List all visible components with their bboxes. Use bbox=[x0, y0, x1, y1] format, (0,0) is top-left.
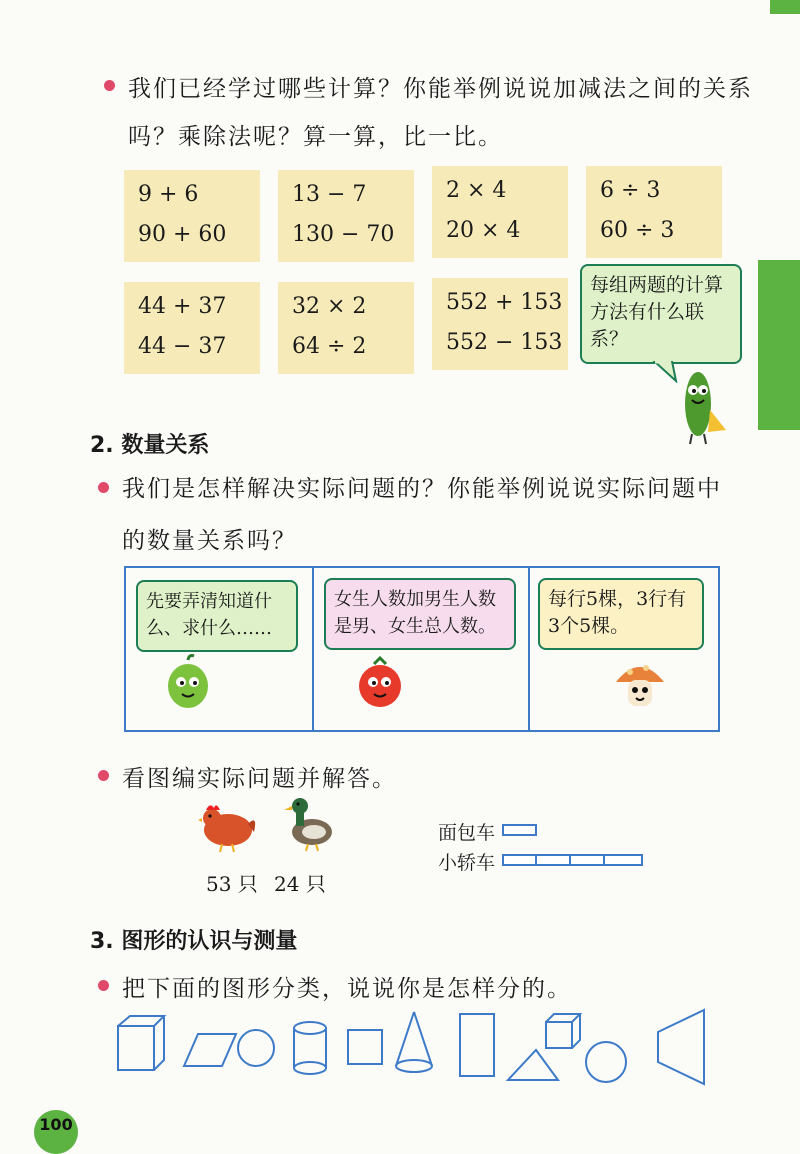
cube-icon bbox=[118, 1016, 164, 1070]
car-bar-segment bbox=[535, 854, 571, 866]
calc-card bbox=[124, 170, 260, 262]
bullet-icon bbox=[98, 980, 109, 991]
van-label: 面包车 bbox=[438, 822, 496, 844]
section2-prompt3-text: 看图编实际问题并解答。 bbox=[122, 766, 397, 792]
calc-card bbox=[586, 166, 722, 258]
car-bar-segment bbox=[569, 854, 605, 866]
section3-prompt-text: 把下面的图形分类，说说你是怎样分的。 bbox=[122, 976, 572, 1002]
shapes-row bbox=[110, 1004, 720, 1088]
mushroom-mascot-icon bbox=[612, 656, 668, 714]
calc-line: 20 × 4 bbox=[446, 218, 521, 243]
page-number: 100 bbox=[34, 1110, 78, 1154]
calc-line: 552 + 153 bbox=[446, 290, 563, 315]
trapezoid-icon bbox=[658, 1010, 704, 1084]
panel-divider bbox=[312, 566, 314, 732]
section1-prompt-line2: 吗？乘除法呢？算一算，比一比。 bbox=[128, 124, 503, 150]
page-edge-strip bbox=[758, 260, 800, 430]
parallelogram-icon bbox=[184, 1034, 236, 1066]
bullet-icon bbox=[104, 80, 115, 91]
hen-icon bbox=[198, 800, 260, 852]
bullet-icon bbox=[98, 770, 109, 781]
pepper-mascot-icon bbox=[160, 654, 216, 712]
car-bar-segment bbox=[502, 854, 537, 866]
sphere-icon bbox=[586, 1042, 626, 1082]
calc-line: 130 − 70 bbox=[292, 222, 395, 247]
calc-line: 44 − 37 bbox=[138, 334, 227, 359]
calc-line: 552 − 153 bbox=[446, 330, 563, 355]
car-bar-segment bbox=[603, 854, 643, 866]
duck-count: 24 只 bbox=[274, 872, 326, 896]
page-edge-strip-top bbox=[770, 0, 800, 14]
section2-prompt-line1: 我们是怎样解决实际问题的？你能举例说说实际问题中 bbox=[122, 476, 722, 502]
calc-card bbox=[432, 278, 568, 370]
calc-line: 13 − 7 bbox=[292, 182, 367, 207]
calc-line: 9 + 6 bbox=[138, 182, 199, 207]
triangle-icon bbox=[508, 1050, 558, 1080]
hen-count: 53 只 bbox=[206, 872, 258, 896]
calc-line: 44 + 37 bbox=[138, 294, 227, 319]
calc-card bbox=[432, 166, 568, 258]
calc-line: 60 ÷ 3 bbox=[600, 218, 675, 243]
hint-bubble: 每组两题的计算方法有什么联系？ bbox=[580, 264, 742, 364]
section2-heading: 2. 数量关系 bbox=[90, 433, 210, 458]
cucumber-mascot-icon bbox=[672, 366, 732, 446]
van-bar bbox=[502, 824, 537, 836]
calc-card bbox=[124, 282, 260, 374]
calc-card bbox=[278, 170, 414, 262]
cone-icon bbox=[396, 1012, 432, 1072]
cylinder-icon bbox=[294, 1022, 326, 1074]
calc-line: 90 + 60 bbox=[138, 222, 227, 247]
calc-line: 2 × 4 bbox=[446, 178, 507, 203]
bullet-icon bbox=[98, 482, 109, 493]
square-icon bbox=[348, 1030, 382, 1064]
calc-line: 64 ÷ 2 bbox=[292, 334, 367, 359]
example-bubble: 每行5棵，3行有3个5棵。 bbox=[538, 578, 704, 650]
section3-heading: 3. 图形的认识与测量 bbox=[90, 929, 298, 954]
example-bubble: 女生人数加男生人数是男、女生总人数。 bbox=[324, 578, 516, 650]
duck-icon bbox=[282, 796, 340, 852]
section1-prompt-line1: 我们已经学过哪些计算？你能举例说说加减法之间的关系 bbox=[128, 76, 753, 102]
calc-card bbox=[278, 282, 414, 374]
rectangle-icon bbox=[460, 1014, 494, 1076]
circle-icon bbox=[238, 1030, 274, 1066]
panel-divider bbox=[528, 566, 530, 732]
example-bubble: 先要弄清知道什么、求什么…… bbox=[136, 580, 298, 652]
section2-prompt-line2: 的数量关系吗？ bbox=[122, 528, 297, 554]
calc-line: 6 ÷ 3 bbox=[600, 178, 661, 203]
small-cube-icon bbox=[546, 1014, 580, 1048]
tomato-mascot-icon bbox=[352, 654, 408, 712]
calc-line: 32 × 2 bbox=[292, 294, 367, 319]
car-label: 小轿车 bbox=[438, 852, 496, 874]
